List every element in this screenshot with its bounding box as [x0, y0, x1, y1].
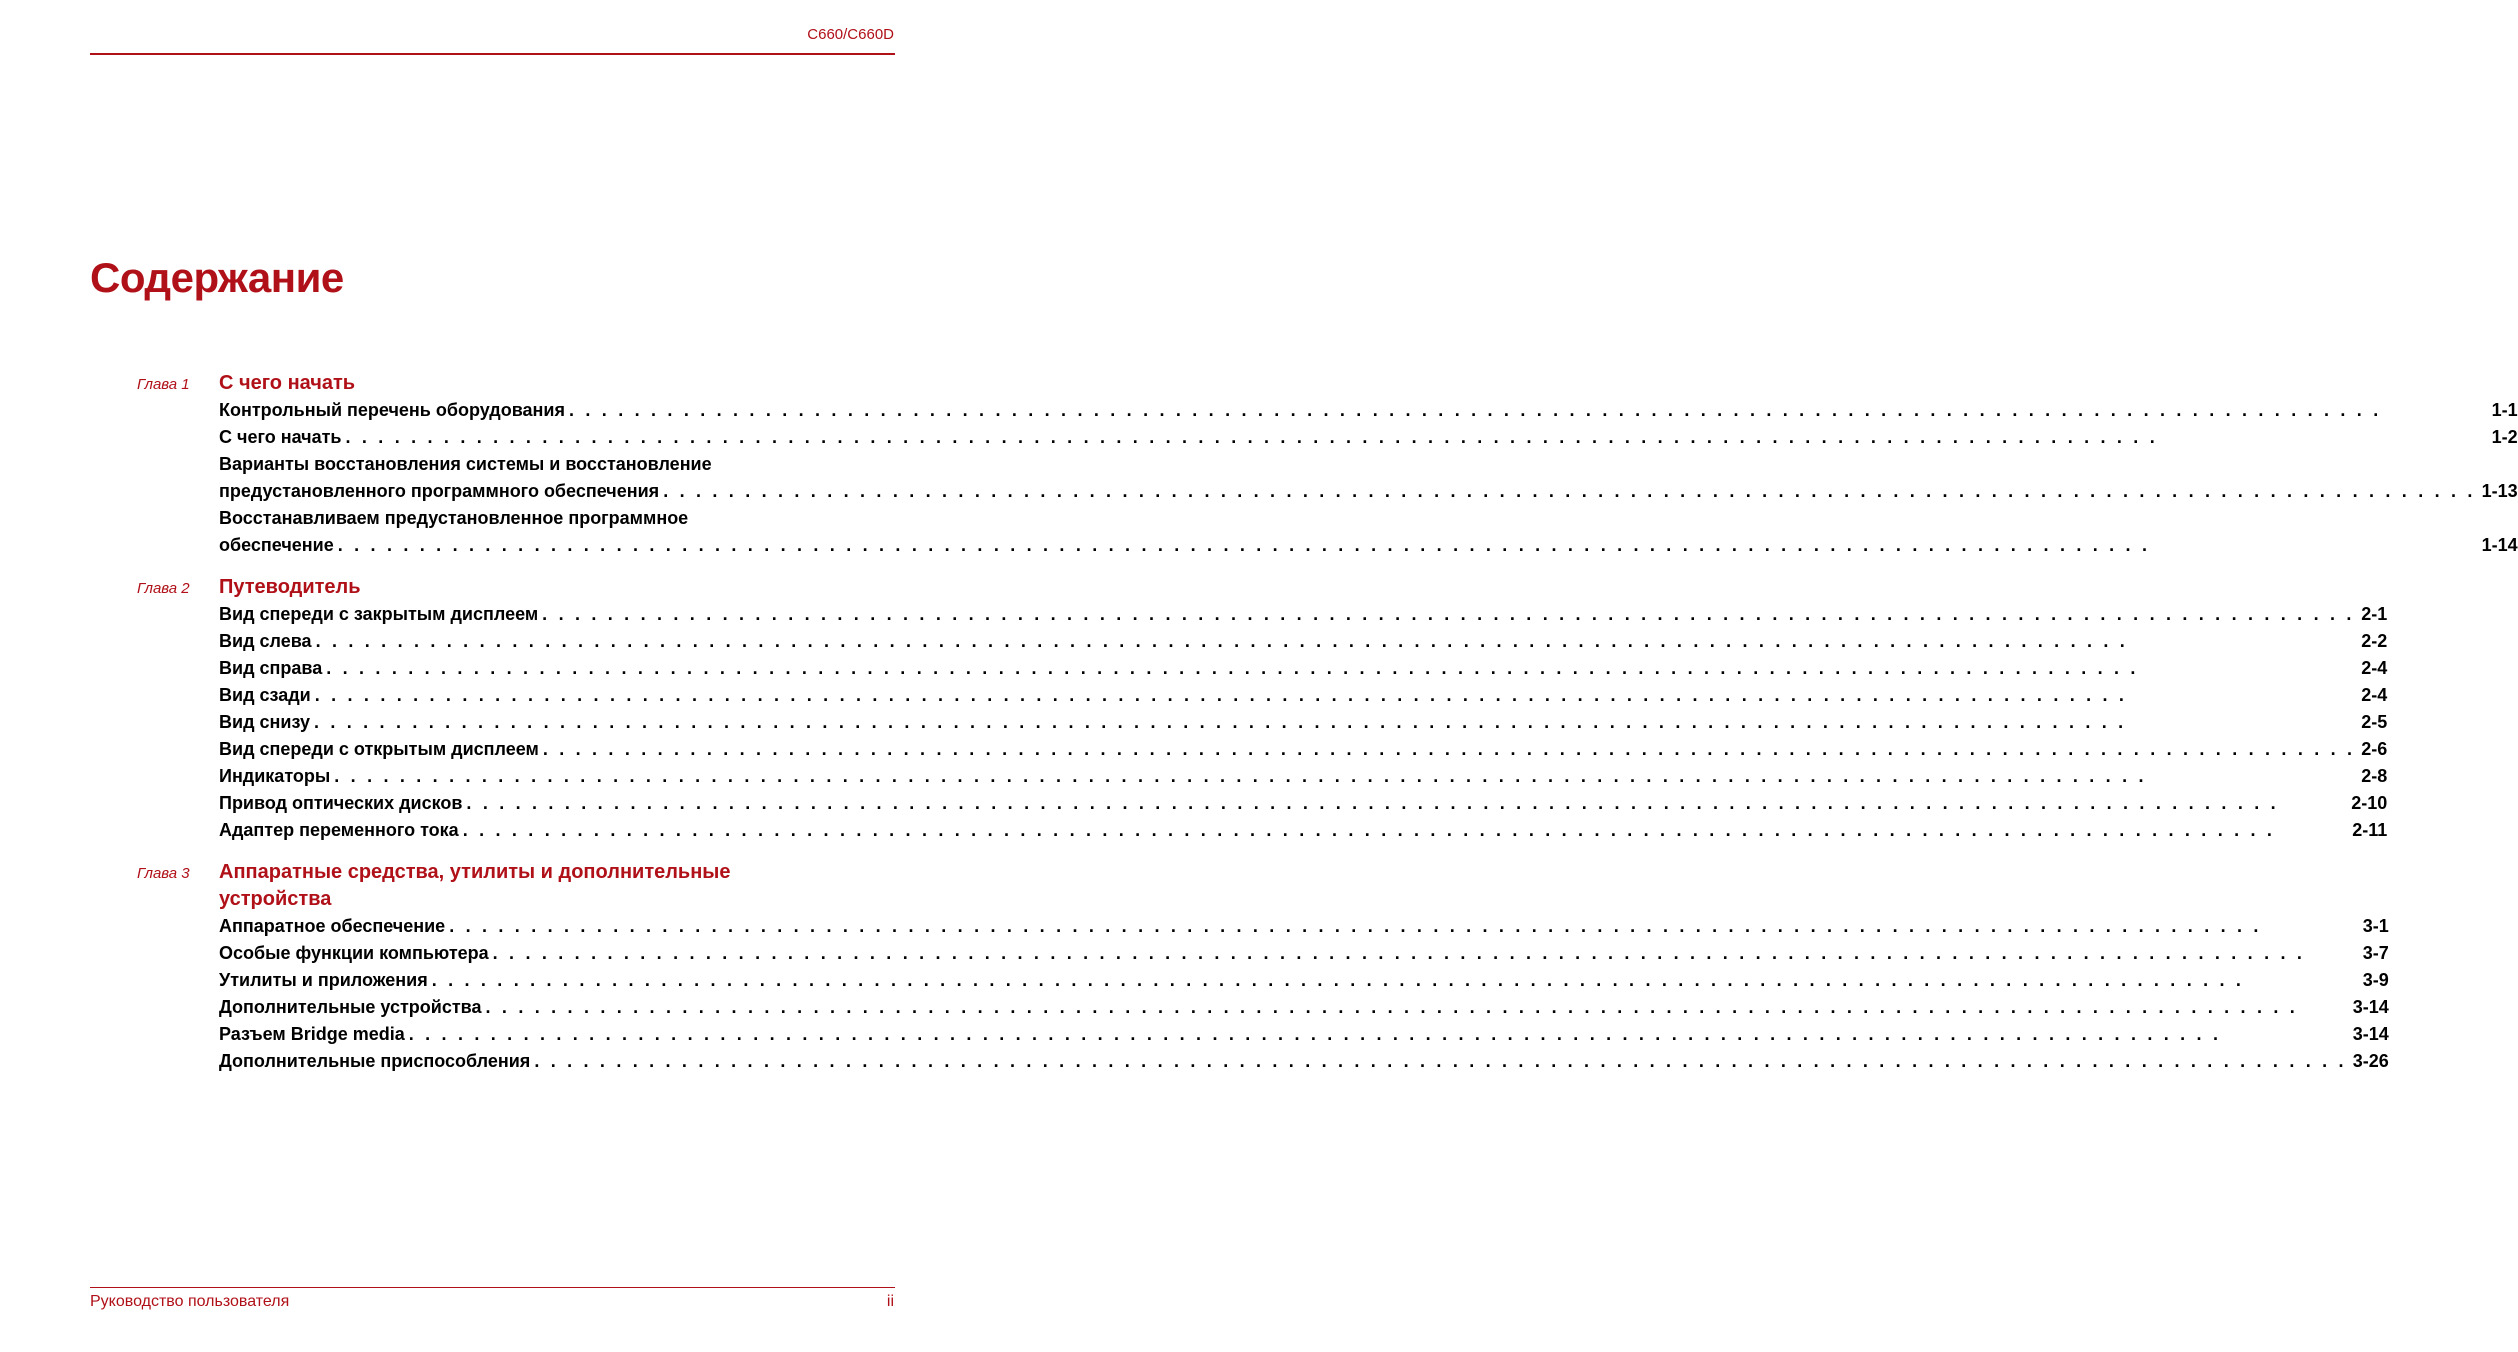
- toc-entry-page: 1-14: [2481, 535, 2518, 555]
- header-model: C660/C660D: [807, 26, 894, 43]
- dot-leader: [409, 1021, 2347, 1048]
- toc-entry-page: 2-8: [2361, 766, 2388, 786]
- toc-entry-title: Утилиты и приложения: [219, 970, 428, 990]
- dot-leader: [315, 682, 2356, 709]
- toc-entry[interactable]: [219, 628, 2387, 655]
- toc-entry-title: С чего начать: [219, 427, 342, 447]
- toc-entry[interactable]: [219, 913, 2389, 940]
- dot-leader: [316, 628, 2356, 655]
- toc-entry-title: предустановленного программного обеспечения: [219, 481, 660, 501]
- dot-leader: [314, 709, 2355, 736]
- dot-leader: [569, 397, 2486, 424]
- chapter-title-line1[interactable]: Аппаратные средства, утилиты и дополнительные: [219, 861, 731, 883]
- toc-entry-title: Вид справа: [219, 658, 323, 678]
- toc-entry[interactable]: [219, 601, 2387, 628]
- toc-entry-page: 2-11: [2352, 820, 2388, 840]
- chapter-title[interactable]: устройства: [219, 888, 332, 910]
- toc-entry[interactable]: [219, 451, 2518, 505]
- toc-entry[interactable]: [219, 967, 2389, 994]
- toc-entry-page: 2-1: [2361, 604, 2388, 624]
- toc-entry-page: 1-1: [2491, 400, 2518, 420]
- toc-entry[interactable]: [219, 655, 2387, 682]
- toc-entry-page: 2-5: [2361, 712, 2388, 732]
- dot-leader: [663, 478, 2475, 505]
- toc-entry[interactable]: [219, 397, 2518, 424]
- toc-entry-title: Индикаторы: [219, 766, 331, 786]
- toc-entry-page: 2-10: [2351, 793, 2388, 813]
- toc-entry-page: 3-14: [2352, 1024, 2389, 1044]
- chapter-2: [90, 574, 2388, 844]
- toc-entry-title: Особые функции компьютера: [219, 943, 489, 963]
- toc-entry-title: Адаптер переменного тока: [219, 820, 459, 840]
- toc-entry-page: 2-4: [2361, 685, 2388, 705]
- toc-entry[interactable]: [219, 424, 2518, 451]
- toc-entry-page: 3-26: [2352, 1051, 2389, 1071]
- dot-leader: [463, 817, 2347, 844]
- toc-entry[interactable]: [219, 817, 2387, 844]
- toc-entry-page: 3-7: [2362, 943, 2389, 963]
- toc-entry-title: Вид снизу: [219, 712, 310, 732]
- chapter-1: [90, 370, 2518, 559]
- dot-leader: [466, 790, 2345, 817]
- toc-entry-title: Дополнительные устройства: [219, 997, 482, 1017]
- chapter-title[interactable]: С чего начать: [219, 372, 356, 394]
- toc-entry-title: Привод оптических дисков: [219, 793, 463, 813]
- chapter-3: [90, 859, 2389, 1075]
- chapter-label: Глава 1: [137, 376, 190, 393]
- toc-entry-title-line1: Восстанавливаем предустановленное программное: [219, 508, 689, 528]
- toc-entry[interactable]: [219, 940, 2389, 967]
- toc-entry-title: Дополнительные приспособления: [219, 1051, 531, 1071]
- dot-leader: [543, 736, 2355, 763]
- toc-entry-page: 3-9: [2362, 970, 2389, 990]
- chapter-label: Глава 3: [137, 865, 190, 882]
- dot-leader: [346, 424, 2486, 451]
- toc-entry-title-line1: Варианты восстановления системы и восстановление: [219, 454, 712, 474]
- dot-leader: [542, 601, 2355, 628]
- toc-entry[interactable]: [219, 994, 2389, 1021]
- footer-page-number: ii: [886, 1293, 894, 1310]
- footer-rule: [90, 1287, 895, 1288]
- dot-leader: [334, 763, 2355, 790]
- dot-leader: [326, 655, 2355, 682]
- toc-entry-page: 2-2: [2361, 631, 2388, 651]
- toc-entry[interactable]: [219, 736, 2387, 763]
- toc-entry-title: Вид слева: [219, 631, 312, 651]
- toc-entry-page: 3-14: [2352, 997, 2389, 1017]
- dot-leader: [338, 532, 2476, 559]
- toc-entry[interactable]: [219, 1048, 2389, 1075]
- toc-entry-title: Разъем Bridge media: [219, 1024, 405, 1044]
- dot-leader: [449, 913, 2357, 940]
- dot-leader: [432, 967, 2357, 994]
- chapter-title[interactable]: Путеводитель: [219, 576, 361, 598]
- toc-entry-title: Вид сзади: [219, 685, 311, 705]
- toc-entry[interactable]: [219, 763, 2387, 790]
- toc-entry-title: Аппаратное обеспечение: [219, 916, 446, 936]
- toc-entry-page: 3-1: [2362, 916, 2389, 936]
- toc-entry-page: 1-2: [2491, 427, 2518, 447]
- dot-leader: [493, 940, 2357, 967]
- chapter-label: Глава 2: [137, 580, 190, 597]
- toc-entry-title: обеспечение: [219, 535, 334, 555]
- toc-entry-page: 2-4: [2361, 658, 2388, 678]
- toc-entry[interactable]: [219, 1021, 2389, 1048]
- page-title: Содержание: [90, 254, 344, 301]
- toc-entry[interactable]: [219, 709, 2387, 736]
- toc-entry-page: 2-6: [2361, 739, 2388, 759]
- dot-leader: [534, 1048, 2346, 1075]
- toc-entry-page: 1-13: [2481, 481, 2518, 501]
- toc-entry[interactable]: [219, 505, 2518, 559]
- header-rule: [90, 53, 895, 55]
- toc-entry-title: Вид спереди с открытым дисплеем: [219, 739, 539, 759]
- table-of-contents: [90, 370, 2518, 1090]
- footer-manual-title: Руководство пользователя: [90, 1293, 290, 1310]
- toc-entry[interactable]: [219, 790, 2387, 817]
- toc-entry-title: Контрольный перечень оборудования: [219, 400, 565, 420]
- toc-entry-title: Вид спереди с закрытым дисплеем: [219, 604, 539, 624]
- dot-leader: [486, 994, 2347, 1021]
- toc-entry[interactable]: [219, 682, 2387, 709]
